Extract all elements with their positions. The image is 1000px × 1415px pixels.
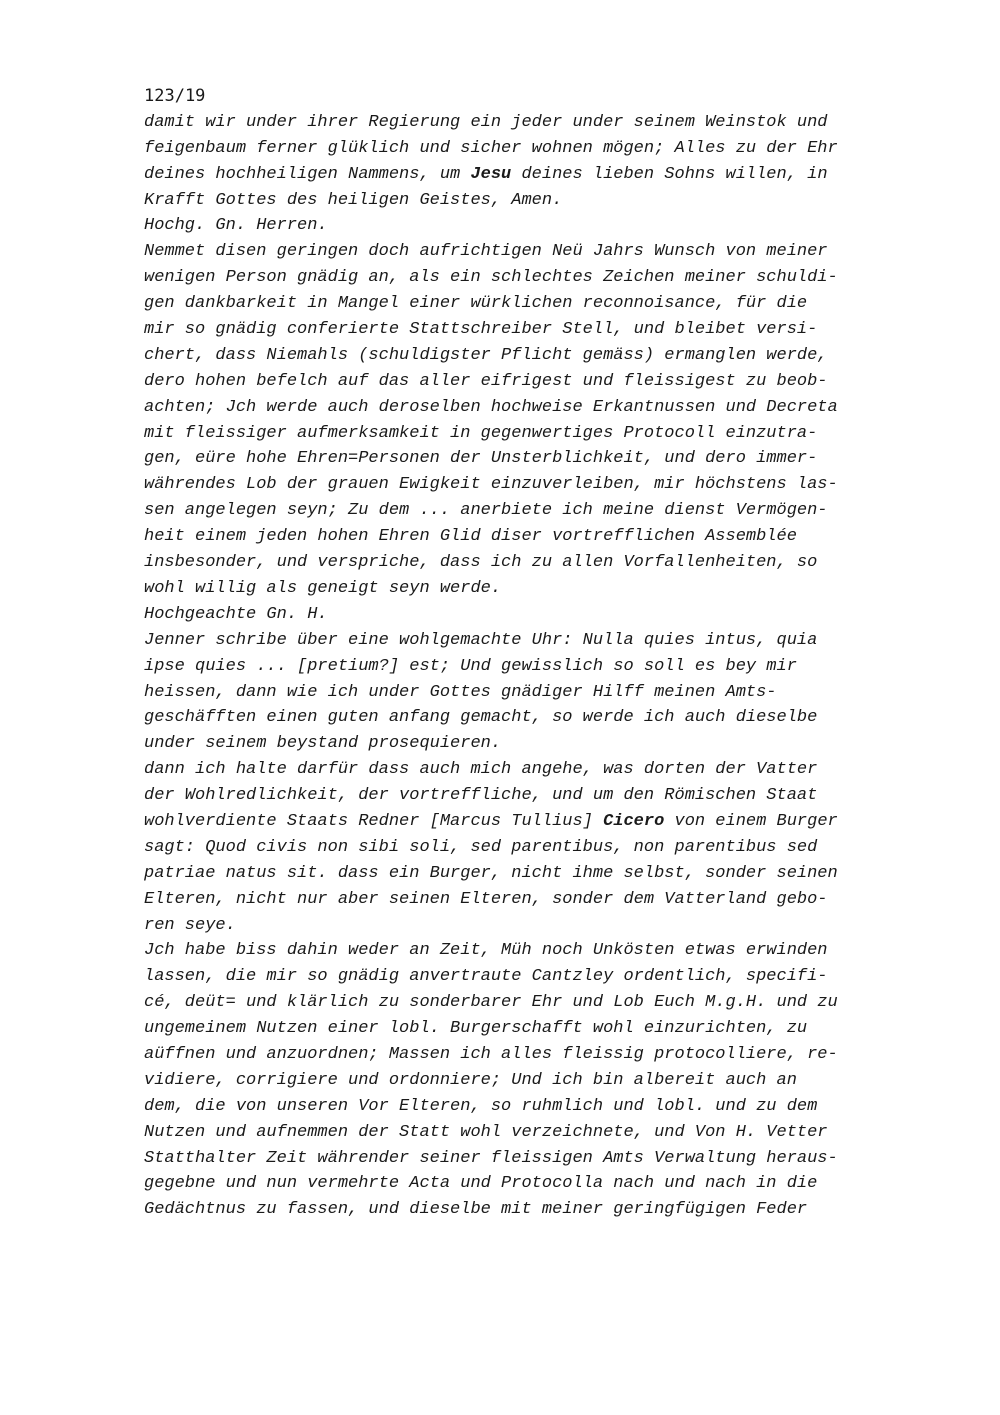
text-line: [144, 990, 944, 1016]
text-segment: Krafft Gottes des heiligen Geistes, Amen.: [144, 190, 563, 210]
text-segment: heit einem jeden hohen Ehren Glid diser vortrefflichen Assemblée: [144, 527, 797, 547]
text-line: [144, 731, 944, 757]
text-line: [144, 576, 944, 602]
text-segment: dero hohen befelch auf das aller eifrigest und fleissigest zu beob-: [144, 371, 828, 391]
text-segment: Hochg. Gn. Herren.: [144, 216, 328, 236]
text-line: [144, 1146, 944, 1172]
text-segment: heissen, dann wie ich under Gottes gnädiger Hilff meinen Amts-: [144, 682, 777, 702]
text-line: [144, 317, 944, 343]
text-line: [144, 343, 944, 369]
text-segment: feigenbaum ferner glüklich und sicher wohnen mögen; Alles zu der Ehr: [144, 138, 838, 158]
text-segment: gegebne und nun vermehrte Acta und Protocolla nach und nach in die: [144, 1174, 818, 1194]
text-segment: Hochgeachte Gn. H.: [144, 604, 328, 624]
text-segment: der Wohlredlichkeit, der vortreffliche, und um den Römischen Staat: [144, 786, 818, 806]
text-segment: wenigen Person gnädig an, als ein schlechtes Zeichen meiner schuldi-: [144, 268, 838, 288]
document-body: [144, 110, 944, 1223]
bold-name: Cicero: [603, 811, 665, 831]
text-line: [144, 809, 944, 835]
text-segment: cé, deüt= und klärlich zu sonderbarer Ehr und Lob Euch M.g.H. und zu: [144, 993, 838, 1013]
text-line: [144, 705, 944, 731]
bold-name: Jesu: [470, 164, 512, 184]
text-line: [144, 654, 944, 680]
text-segment: aüffnen und anzuordnen; Massen ich alles fleissig protocolliere, re-: [144, 1044, 838, 1064]
text-line: [144, 835, 944, 861]
text-segment: wohlverdiente Staats Redner [Marcus Tullius]: [144, 811, 604, 831]
text-segment: Gedächtnus zu fassen, und dieselbe mit meiner geringfügigen Feder: [144, 1200, 808, 1220]
text-line: [144, 446, 944, 472]
text-line: [144, 913, 944, 939]
text-line: [144, 213, 944, 239]
text-line: [144, 110, 944, 136]
text-segment: sagt: Quod civis non sibi soli, sed parentibus, non parentibus sed: [144, 837, 818, 857]
text-line: [144, 369, 944, 395]
text-segment: ipse quies ... [pretium?] est; Und gewisslich so soll es bey mir: [144, 656, 797, 676]
text-segment: chert, dass Niemahls (schuldigster Pflicht gemäss) ermanglen werde,: [144, 345, 828, 365]
text-segment: geschäfften einen guten anfang gemacht, so werde ich auch dieselbe: [144, 708, 818, 728]
text-line: [144, 239, 944, 265]
text-segment: währendes Lob der grauen Ewigkeit einzuverleiben, mir höchstens las-: [144, 475, 838, 495]
text-line: [144, 887, 944, 913]
text-line: [144, 680, 944, 706]
text-line: [144, 1197, 944, 1223]
text-line: [144, 964, 944, 990]
text-segment: mir so gnädig conferierte Stattschreiber Stell, und bleibet versi-: [144, 320, 818, 340]
text-line: [144, 1171, 944, 1197]
text-line: [144, 524, 944, 550]
text-segment: deines lieben Sohns willen, in: [511, 164, 828, 184]
text-line: [144, 757, 944, 783]
text-line: [144, 602, 944, 628]
text-line: [144, 395, 944, 421]
text-line: [144, 421, 944, 447]
text-segment: ungemeinem Nutzen einer lobl. Burgerschafft wohl einzurichten, zu: [144, 1019, 808, 1039]
text-line: [144, 136, 944, 162]
text-segment: dann ich halte darfür dass auch mich angehe, was dorten der Vatter: [144, 760, 818, 780]
text-line: [144, 1016, 944, 1042]
text-line: [144, 1120, 944, 1146]
page-number: 123/19: [144, 86, 206, 106]
text-line: [144, 861, 944, 887]
text-segment: patriae natus sit. dass ein Burger, nicht ihme selbst, sonder seinen: [144, 863, 838, 883]
text-line: [144, 783, 944, 809]
text-segment: insbesonder, und verspriche, dass ich zu allen Vorfallenheiten, so: [144, 553, 818, 573]
text-segment: mit fleissiger aufmerksamkeit in gegenwertiges Protocoll einzutra-: [144, 423, 818, 443]
text-line: [144, 498, 944, 524]
text-segment: Jch habe biss dahin weder an Zeit, Müh noch Unkösten etwas erwinden: [144, 941, 828, 961]
text-segment: sen angelegen seyn; Zu dem ... anerbiete ich meine dienst Vermögen-: [144, 501, 828, 521]
text-segment: damit wir under ihrer Regierung ein jeder under seinem Weinstok und: [144, 112, 828, 132]
text-line: [144, 550, 944, 576]
text-segment: under seinem beystand prosequieren.: [144, 734, 502, 754]
text-segment: ren seye.: [144, 915, 236, 935]
text-segment: wohl willig als geneigt seyn werde.: [144, 578, 502, 598]
text-line: [144, 265, 944, 291]
text-segment: lassen, die mir so gnädig anvertraute Cantzley ordentlich, specifi-: [144, 967, 828, 987]
text-segment: achten; Jch werde auch deroselben hochweise Erkantnussen und Decreta: [144, 397, 838, 417]
document-page: [144, 84, 944, 1223]
text-segment: Nutzen und aufnemmen der Statt wohl verzeichnete, und Von H. Vetter: [144, 1122, 828, 1142]
text-line: [144, 938, 944, 964]
text-segment: dem, die von unseren Vor Elteren, so ruhmlich und lobl. und zu dem: [144, 1096, 818, 1116]
text-line: [144, 1094, 944, 1120]
text-line: [144, 472, 944, 498]
text-line: [144, 188, 944, 214]
text-segment: vidiere, corrigiere und ordonniere; Und ich bin albereit auch an: [144, 1070, 797, 1090]
text-line: [144, 162, 944, 188]
text-line: [144, 1068, 944, 1094]
text-segment: deines hochheiligen Nammens, um: [144, 164, 471, 184]
text-line: [144, 291, 944, 317]
text-line: [144, 628, 944, 654]
text-segment: von einem Burger: [664, 811, 838, 831]
text-line: [144, 1042, 944, 1068]
text-segment: Elteren, nicht nur aber seinen Elteren, sonder dem Vatterland gebo-: [144, 889, 828, 909]
text-segment: gen, eüre hohe Ehren=Personen der Unsterblichkeit, und dero immer-: [144, 449, 818, 469]
text-segment: Nemmet disen geringen doch aufrichtigen Neü Jahrs Wunsch von meiner: [144, 242, 828, 262]
text-segment: Jenner schribe über eine wohlgemachte Uhr: Nulla quies intus, quia: [144, 630, 818, 650]
text-segment: Statthalter Zeit währender seiner fleissigen Amts Verwaltung heraus-: [144, 1148, 838, 1168]
text-segment: gen dankbarkeit in Mangel einer würklichen reconnoisance, für die: [144, 294, 808, 314]
